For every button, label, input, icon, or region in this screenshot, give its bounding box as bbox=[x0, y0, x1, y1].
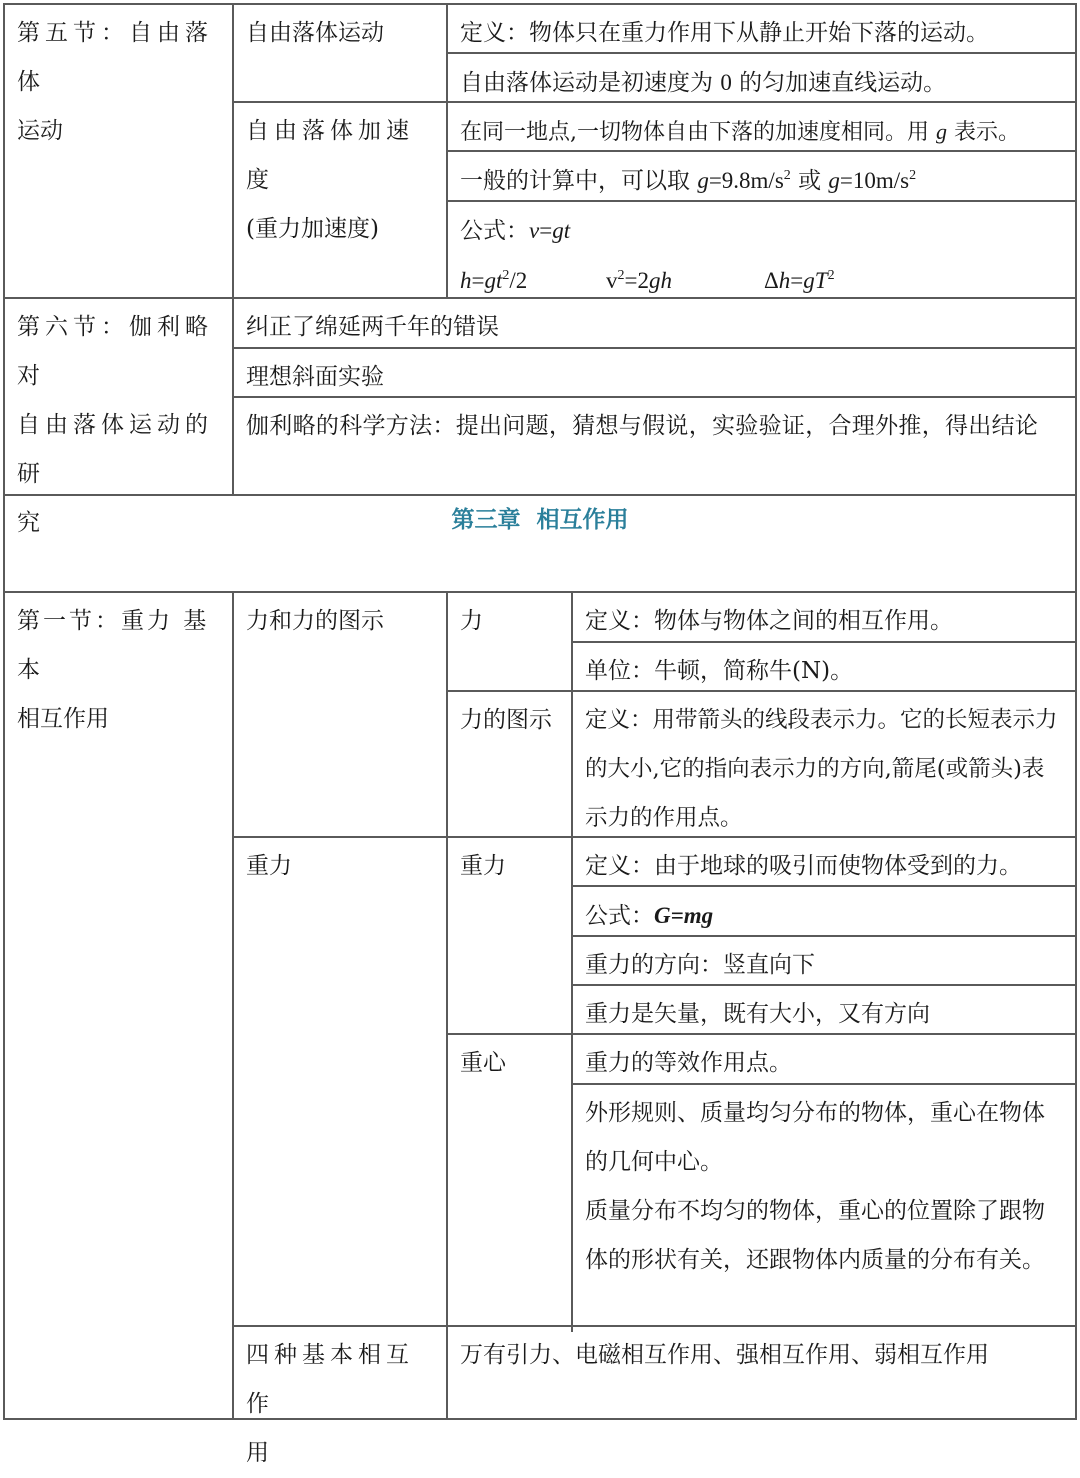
math-value: =9.8m/s bbox=[708, 168, 784, 193]
superscript: 2 bbox=[783, 168, 791, 183]
topic-free-fall bbox=[234, 5, 446, 58]
section-title bbox=[5, 5, 232, 156]
formula-part: gT bbox=[803, 268, 828, 293]
item-four-interactions bbox=[448, 1327, 1075, 1380]
math-symbol: g bbox=[828, 168, 840, 193]
item-text: 在同一地点,一切物体自由下落的加速度相同。用 bbox=[460, 120, 936, 145]
superscript: 2 bbox=[502, 268, 510, 283]
section-title-line: 第六节：伽利略对 bbox=[17, 314, 213, 389]
formula-g-mg: G=mg bbox=[654, 903, 714, 928]
subtopic-label: 力的图示 bbox=[460, 707, 552, 733]
item-text: 单位：牛顿，简称牛(N)。 bbox=[585, 658, 854, 684]
topic-label: 力和力的图示 bbox=[246, 608, 384, 634]
item-cog-2-3 bbox=[573, 1085, 1075, 1285]
formula-v-gt: v bbox=[529, 218, 540, 243]
math-symbol: g bbox=[936, 119, 947, 144]
item-text: 的匀加速直线运动。 bbox=[731, 70, 947, 96]
formula-part: v bbox=[606, 268, 618, 293]
topic-gravity-acceleration bbox=[234, 103, 446, 254]
formula-part: =2 bbox=[624, 268, 649, 293]
item-text: 定义：由于地球的吸引而使物体受到的力。 bbox=[585, 853, 1022, 879]
section-title bbox=[5, 593, 232, 744]
formula-part: h bbox=[778, 268, 791, 293]
formula-part: h bbox=[460, 268, 472, 293]
subtopic-label: 力 bbox=[460, 608, 483, 634]
item-text: 定义：物体与物体之间的相互作用。 bbox=[585, 608, 953, 634]
notes-table bbox=[3, 3, 1077, 1466]
item-gravity-vector bbox=[573, 986, 1075, 1039]
formula-part: /2 bbox=[509, 268, 528, 293]
superscript: 2 bbox=[909, 168, 917, 183]
section-title-line: 第五节：自由落体 bbox=[17, 20, 213, 95]
subtopic-label: 重心 bbox=[460, 1050, 506, 1076]
section-title-line: 运动 bbox=[17, 118, 63, 144]
item-text: 或 bbox=[790, 168, 829, 194]
subtopic-force-diagram bbox=[448, 692, 571, 745]
formula-label: 公式： bbox=[585, 903, 654, 929]
formula-part: gh bbox=[648, 268, 672, 293]
topic-label-line: 用 bbox=[246, 1440, 269, 1466]
superscript: 2 bbox=[827, 268, 835, 283]
item-text: 一般的计算中，可以取 bbox=[460, 168, 698, 194]
section-title-line: 相互作用 bbox=[17, 706, 109, 732]
item-text: 万有引力、电磁相互作用、强相互作用、弱相互作用 bbox=[460, 1342, 989, 1368]
item-text: 自由落体运动是初速度为 bbox=[460, 70, 721, 96]
topic-label: 重力 bbox=[246, 853, 292, 879]
item-text: 重力的等效作用点。 bbox=[585, 1050, 792, 1076]
item-text: 伽利略的科学方法：提出问题，猜想与假说，实验验证，合理外推，得出结论 bbox=[246, 413, 1039, 439]
formula-part: gt bbox=[484, 268, 503, 293]
item-force-def bbox=[573, 593, 1075, 646]
item-text: 理想斜面实验 bbox=[246, 364, 384, 390]
section-title-line: 第一节：重力 基本 bbox=[17, 608, 210, 683]
topic-label-line: 自由落体加速度 bbox=[246, 118, 414, 193]
subtopic-label: 重力 bbox=[460, 853, 506, 879]
topic-label: 自由落体运动 bbox=[246, 20, 384, 46]
section-title-line: 自由落体运动的研 bbox=[17, 412, 213, 487]
formula-line-1 bbox=[460, 206, 1063, 256]
item-galileo-1 bbox=[234, 299, 1075, 352]
item-formulas bbox=[448, 202, 1075, 306]
item-gravity-formula bbox=[573, 887, 1075, 941]
formula-eq: = bbox=[539, 218, 553, 243]
number: 0 bbox=[720, 70, 732, 95]
chapter-heading bbox=[5, 496, 1075, 545]
formula-part: = bbox=[471, 268, 485, 293]
divider bbox=[232, 591, 234, 1420]
formula-part: Δ bbox=[764, 268, 779, 293]
item-text: 外形规则、质量均匀分布的物体，重心在物体的几何中心。 bbox=[585, 1100, 1045, 1175]
item-galileo-2 bbox=[234, 349, 1075, 402]
item-cog-1 bbox=[573, 1035, 1075, 1088]
item-text: 质量分布不均匀的物体，重心的位置除了跟物体的形状有关，还跟物体内质量的分布有关。 bbox=[585, 1198, 1045, 1273]
math-value: =10m/s bbox=[839, 168, 910, 193]
border-bottom bbox=[3, 1418, 1077, 1420]
chapter-heading-text: 第三章 相互作用 bbox=[451, 507, 629, 533]
topic-four-interactions bbox=[234, 1327, 446, 1478]
item-g-calc bbox=[448, 152, 1075, 206]
item-force-unit bbox=[573, 643, 1075, 696]
formula-label: 公式： bbox=[460, 218, 529, 244]
item-g-same bbox=[448, 103, 1075, 157]
item-force-diagram-def bbox=[573, 692, 1075, 843]
item-text: 重力是矢量，既有大小，又有方向 bbox=[585, 1001, 930, 1027]
item-gravity-direction bbox=[573, 937, 1075, 990]
topic-gravity bbox=[234, 838, 446, 891]
item-text: 纠正了绵延两千年的错误 bbox=[246, 314, 499, 340]
item-gravity-def bbox=[573, 838, 1075, 891]
item-galileo-3 bbox=[234, 398, 1075, 451]
topic-label-line: (重力加速度) bbox=[246, 216, 379, 242]
topic-label-line: 四种基本相互作 bbox=[246, 1342, 414, 1417]
item-text: 表示。 bbox=[947, 120, 1020, 145]
subtopic-gravity bbox=[448, 838, 571, 891]
subtopic-center-of-gravity bbox=[448, 1035, 571, 1088]
formula-delta-h bbox=[764, 268, 835, 294]
subtopic-force bbox=[448, 593, 571, 646]
math-symbol: g bbox=[697, 168, 709, 193]
item-text: 重力的方向：竖直向下 bbox=[585, 952, 815, 978]
item-free-fall-note bbox=[448, 54, 1075, 108]
formula-part: = bbox=[790, 268, 804, 293]
item-text: 定义：用带箭头的线段表示力。它的长短表示力的大小,它的指向表示力的方向,箭尾(或箭头)表示力的作用点。 bbox=[585, 707, 1058, 831]
formula-v-gt: gt bbox=[552, 218, 571, 243]
item-text: 定义：物体只在重力作用下从静止开始下落的运动。 bbox=[460, 20, 989, 46]
topic-force-and-diagram bbox=[234, 593, 446, 646]
superscript: 2 bbox=[617, 268, 625, 283]
item-free-fall-def bbox=[448, 5, 1075, 58]
section-title-line: 究 bbox=[17, 510, 40, 536]
border-right bbox=[1075, 3, 1077, 1420]
